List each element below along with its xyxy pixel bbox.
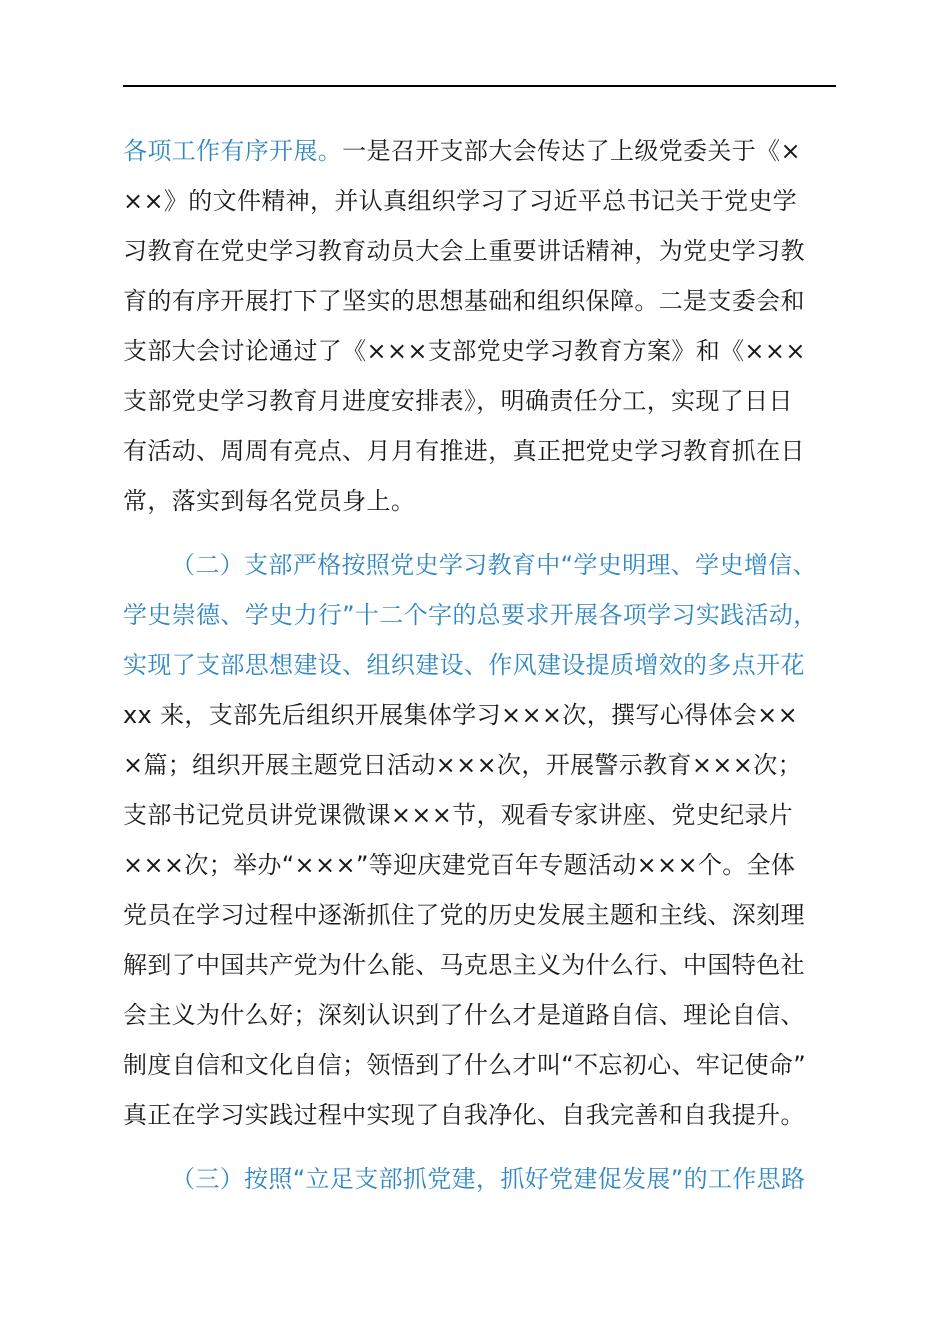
section-2-heading-line: （二）支部严格按照党史学习教育中“学史明理、学史增信、 [171,551,817,579]
paragraph-2-line: 党员在学习过程中逐渐抓住了党的历史发展主题和主线、深刻理 [123,901,805,929]
paragraph-1-line: 支部大会讨论通过了《×××支部党史学习教育方案》和《××× [123,337,806,365]
paragraph-spacer [123,526,839,540]
paragraph-2-line: ×××次；举办“×××”等迎庆建党百年专题活动×××个。全体 [123,851,796,879]
paragraph-2-line: 解到了中国共产党为什么能、马克思主义为什么行、中国特色社 [123,951,805,979]
paragraph-2-line: 支部书记党员讲党课微课×××节，观看专家讲座、党史纪录片 [123,801,794,829]
paragraph-1-line: 常，落实到每名党员身上。 [123,487,416,515]
paragraph-1-line: ××》的文件精神，并认真组织学习了习近平总书记关于党史学 [123,187,798,215]
paragraph-1-line: 育的有序开展打下了坚实的思想基础和组织保障。二是支委会和 [123,287,805,315]
section-3-heading-line: （三）按照“立足支部抓党建，抓好党建促发展”的工作思路 [171,1165,806,1193]
paragraph-1-line: 有活动、周周有亮点、月月有推进，真正把党史学习教育抓在日 [123,437,805,465]
paragraph-2-line: 制度自信和文化自信；领悟到了什么才叫“不忘初心、牢记使命” [123,1051,807,1079]
paragraph-2-line: ×篇；组织开展主题党日活动×××次，开展警示教育×××次； [123,751,802,779]
paragraph-2-line: xx 来，支部先后组织开展集体学习×××次，撰写心得体会×× [123,701,799,729]
document-body [123,126,839,1204]
paragraph-1-line-1 [123,126,839,176]
paragraph-2-line: 会主义为什么好；深刻认识到了什么才是道路自信、理论自信、 [123,1001,805,1029]
paragraph-1-lead: 各项工作有序开展。 [123,137,343,165]
section-2-heading-line: 学史崇德、学史力行”十二个字的总要求开展各项学习实践活动， [123,601,818,629]
paragraph-2-line: 真正在学习实践过程中实现了自我净化、自我完善和自我提升。 [123,1101,805,1129]
section-2-heading-line: 实现了支部思想建设、组织建设、作风建设提质增效的多点开花 [123,651,805,679]
paragraph-spacer [123,1140,839,1154]
header-rule [123,85,836,87]
paragraph-1-line: 习教育在党史学习教育动员大会上重要讲话精神，为党史学习教 [123,237,805,265]
paragraph-1-line-1-rest: 一是召开支部大会传达了上级党委关于《× [342,137,801,165]
paragraph-1-line: 支部党史学习教育月进度安排表》，明确责任分工，实现了日日 [123,387,793,415]
